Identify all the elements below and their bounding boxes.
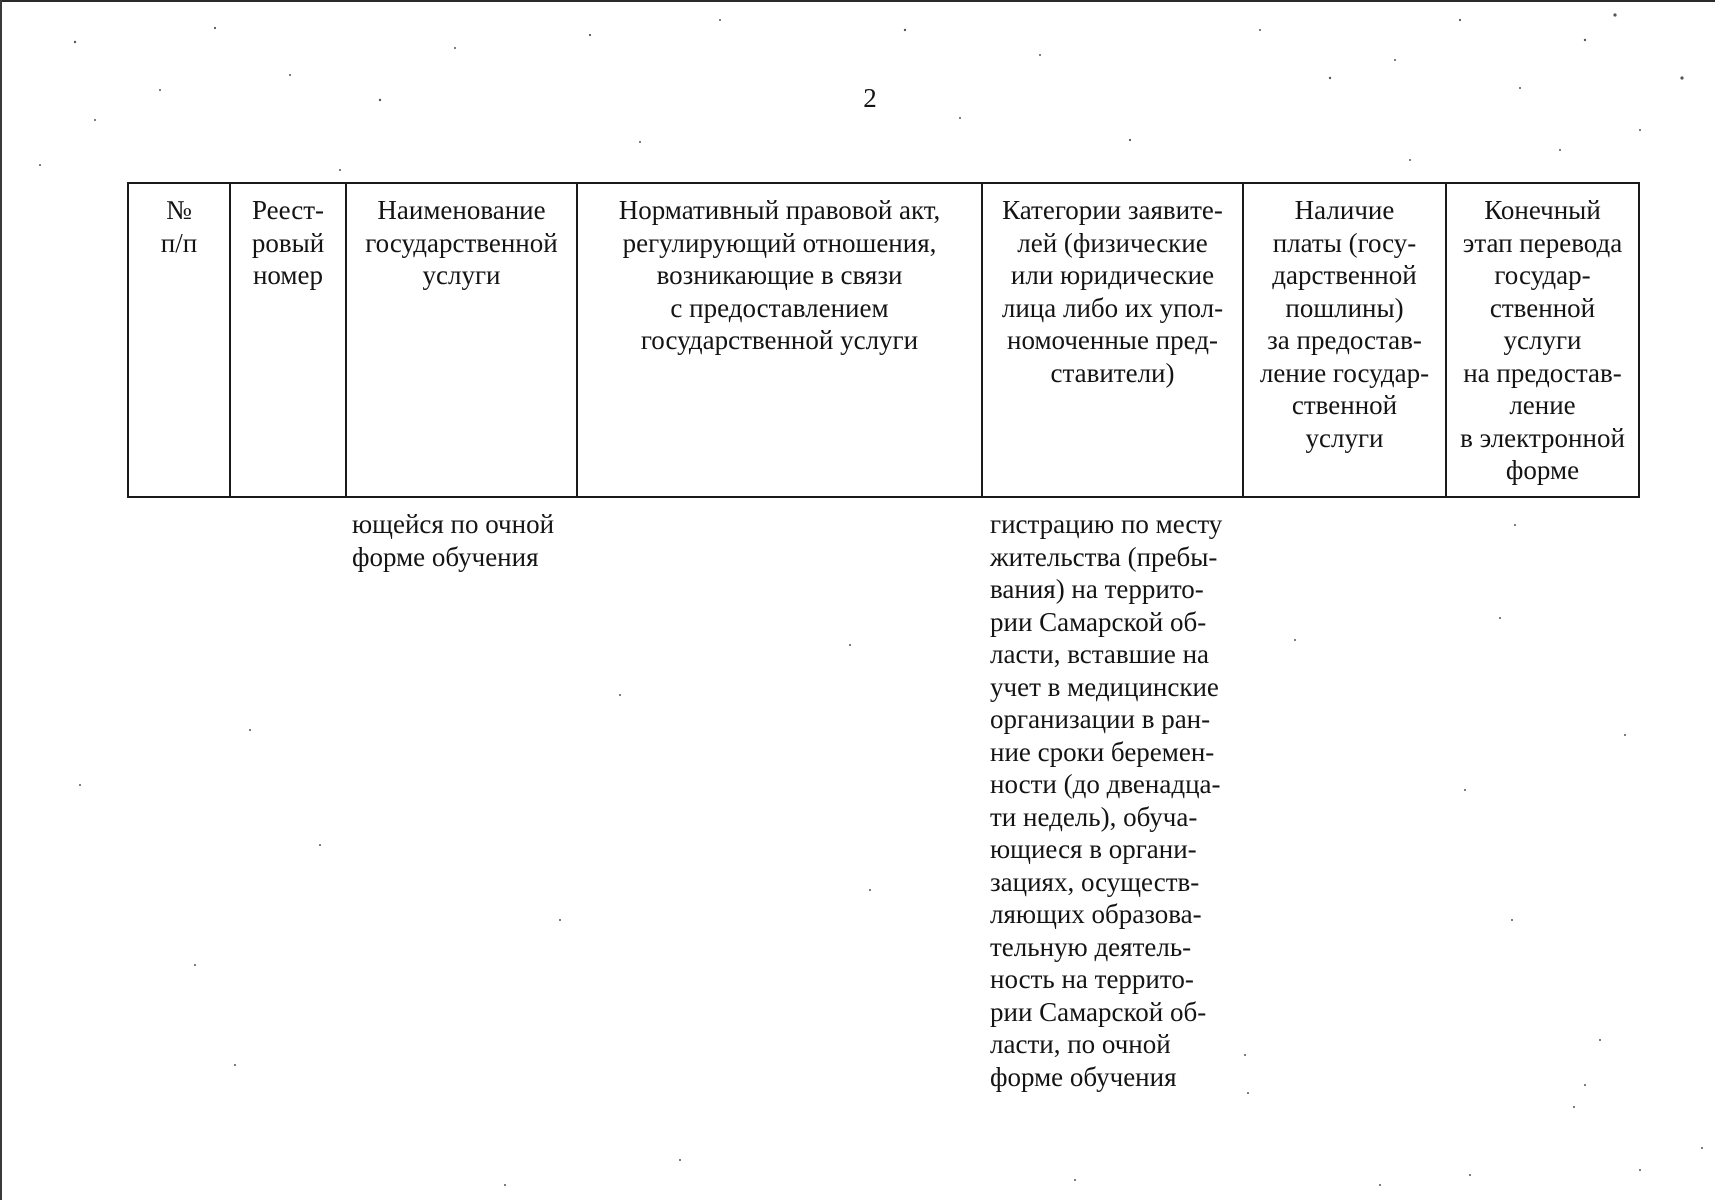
- scan-edge-top: [0, 0, 1715, 2]
- page-number: 2: [863, 83, 877, 113]
- services-table: [127, 182, 1640, 498]
- column-header-number: № п/п: [128, 183, 230, 497]
- column-header-service-name: Наименование государственной услуги: [346, 183, 577, 497]
- table-header-row: [128, 183, 1639, 497]
- applicant-category-continuation: гистрацию по месту жительства (пребы- вания) на террито- рии Самарской об- ласти, вставшие на учет в медицинские организации в ран- ние сроки беремен- ности (до двенадца- ти недель), обуча- ющиеся в органи- зациях, осуществ- ляющих образова- тельную деятель- ность на террито- рии Самарской об- ласти, по очной форме обучения: [990, 509, 1223, 1092]
- service-name-continuation: ющейся по очной форме обучения: [352, 509, 555, 572]
- column-header-applicant-categories: Категории заявите- лей (физические или юридические лица либо их упол- номоченные пред- ставители): [982, 183, 1243, 497]
- column-header-fee: Наличие платы (госу- дарственной пошлины) за предостав- ление государ- ственной услуги: [1243, 183, 1446, 497]
- scan-edge-left: [0, 0, 2, 1200]
- column-header-registry-number: Реест- ровый номер: [230, 183, 346, 497]
- column-header-legal-act: Нормативный правовой акт, регулирующий отношения, возникающие в связи с предоставлением государственной услуги: [577, 183, 982, 497]
- column-header-electronic-stage: Конечный этап перевода государ- ственной услуги на предостав- ление в электронной форме: [1446, 183, 1639, 497]
